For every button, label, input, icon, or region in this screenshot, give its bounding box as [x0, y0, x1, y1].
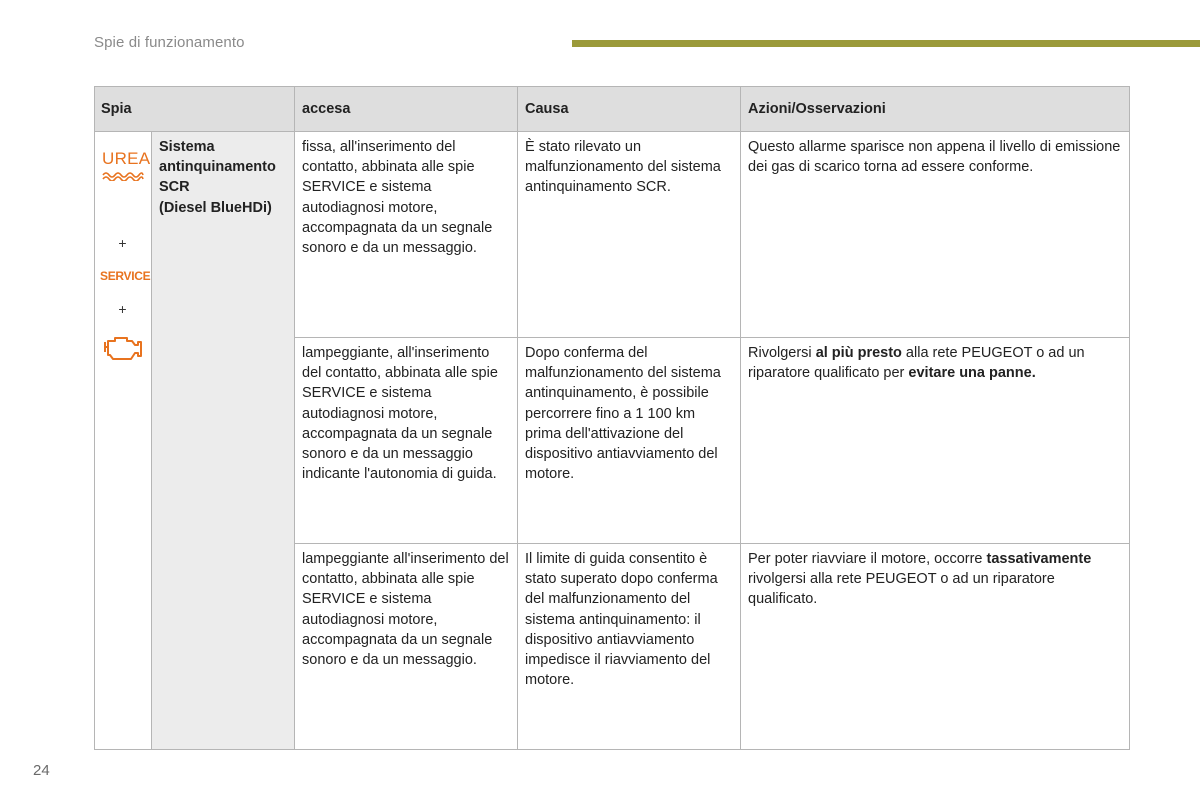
causa-cell: Il limite di guida consentito è stato superato dopo conferma del malfunzionamento del sistema antinquinamento: il dispositivo antiavviamento impedisce il riavviamento del motore.	[518, 544, 741, 750]
azioni-text: alla rete PEUGEOT o ad un riparatore qualificato per	[748, 345, 1085, 382]
azioni-emphasis: al più presto	[815, 345, 902, 361]
lamp-name-line: Sistema	[159, 139, 215, 155]
section-accent-bar	[572, 40, 1200, 47]
azioni-text: rivolgersi alla rete PEUGEOT o ad un riparatore qualificato.	[748, 571, 1055, 608]
page-number: 24	[33, 762, 50, 779]
plus-sign: +	[118, 235, 127, 251]
causa-cell: È stato rilevato un malfunzionamento del sistema antinquinamento SCR.	[518, 132, 741, 338]
lamp-icons-cell	[94, 132, 152, 750]
col-header-causa: Causa	[518, 86, 741, 132]
azioni-cell	[741, 338, 1130, 544]
lamp-name-cell	[152, 132, 295, 750]
service-icon: SERVICE	[100, 269, 151, 283]
lamp-name-line: antinquinamento	[159, 159, 276, 176]
accesa-cell: lampeggiante all'inserimento del contatto, abbinata alle spie SERVICE e sistema autodiagnosi motore, accompagnata da un segnale sonoro e da un messaggio.	[295, 544, 518, 750]
lamp-name-line: (Diesel BlueHDi)	[159, 199, 272, 216]
section-title: Spie di funzionamento	[94, 34, 245, 51]
lamp-name-line: SCR	[159, 179, 190, 196]
azioni-text: Rivolgersi	[748, 345, 816, 361]
engine-icon	[102, 332, 144, 362]
col-header-spia: Spia	[94, 86, 295, 132]
urea-icon: UREA	[102, 150, 144, 180]
azioni-cell: Questo allarme sparisce non appena il livello di emissione dei gas di scarico torna ad essere conforme.	[741, 132, 1130, 338]
accesa-cell: fissa, all'inserimento del contatto, abbinata alle spie SERVICE e sistema autodiagnosi motore, accompagnata da un segnale sonoro e da un messaggio.	[295, 132, 518, 338]
col-header-accesa: accesa	[295, 86, 518, 132]
warning-lamp-table	[94, 86, 1130, 750]
azioni-cell	[741, 544, 1130, 750]
causa-cell: Dopo conferma del malfunzionamento del sistema antinquinamento, è possibile percorrere fino a 1 100 km prima dell'attivazione del dispositivo antiavviamento del motore.	[518, 338, 741, 544]
accesa-cell: lampeggiante, all'inserimento del contatto, abbinata alle spie SERVICE e sistema autodiagnosi motore, accompagnata da un segnale sonoro e da un messaggio indicante l'autonomia di guida.	[295, 338, 518, 544]
azioni-emphasis: evitare una panne.	[908, 365, 1036, 382]
azioni-emphasis: tassativamente	[986, 551, 1092, 567]
plus-sign: +	[118, 301, 127, 317]
azioni-text: Per poter riavviare il motore, occorre	[748, 551, 987, 567]
col-header-azioni: Azioni/Osservazioni	[741, 86, 1130, 132]
